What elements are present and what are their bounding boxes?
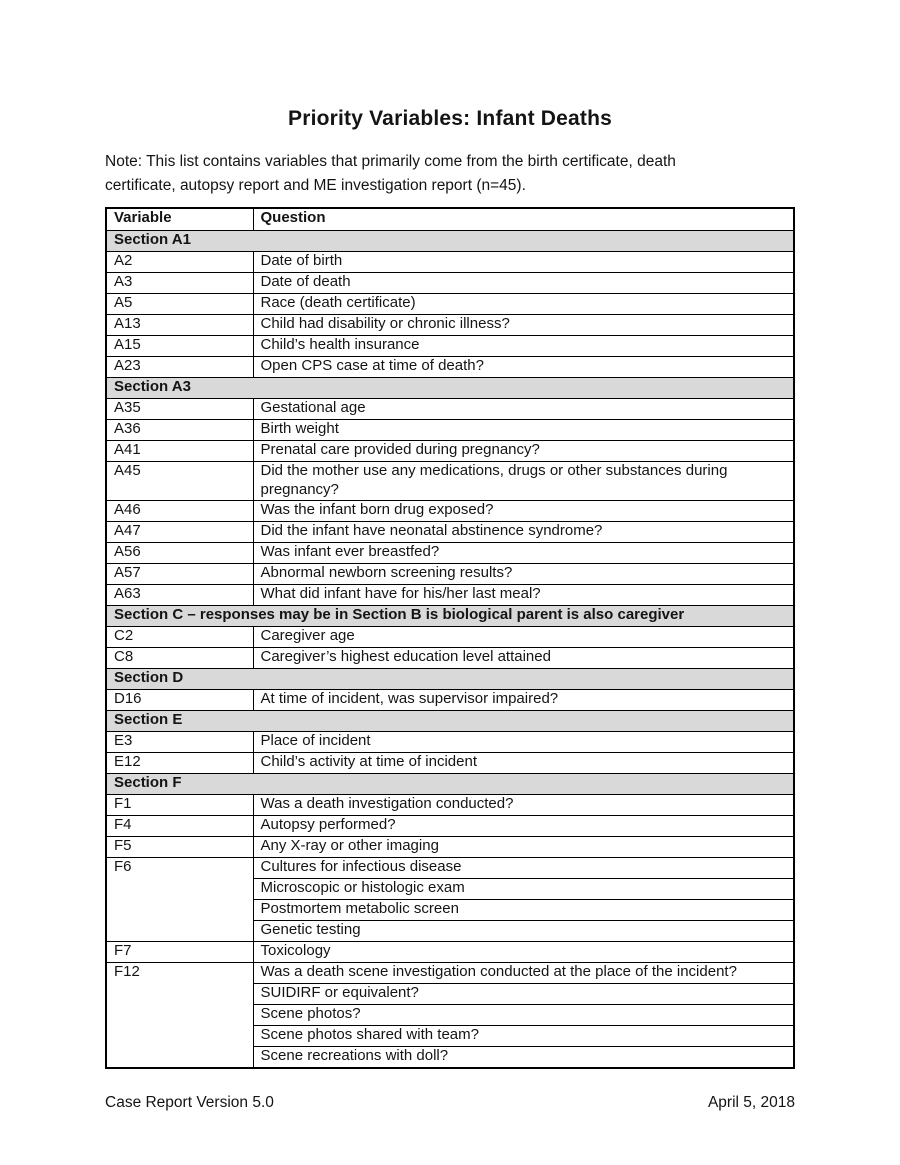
question-cell: Child’s activity at time of incident [253,753,794,774]
variable-cell: A47 [106,522,253,543]
table-row [106,357,794,378]
note-line-1: Note: This list contains variables that primarily come from the birth certificate, death [105,153,676,170]
table-row [106,585,794,606]
table-row [106,522,794,543]
table-row [106,501,794,522]
table-row [106,336,794,357]
table-row [106,648,794,669]
section-label: Section C – responses may be in Section B is biological parent is also caregiver [106,606,794,627]
question-cell: Autopsy performed? [253,816,794,837]
variable-cell: A23 [106,357,253,378]
variable-cell: A3 [106,273,253,294]
section-row [106,669,794,690]
table-row [106,252,794,273]
question-cell: Scene recreations with doll? [253,1047,794,1069]
question-cell: Caregiver age [253,627,794,648]
question-cell: Open CPS case at time of death? [253,357,794,378]
table-row [106,543,794,564]
section-label: Section A1 [106,231,794,252]
variable-cell: F1 [106,795,253,816]
variable-cell: A45 [106,462,253,501]
question-cell: Genetic testing [253,921,794,942]
variables-table-container [105,207,795,1069]
variable-cell: A46 [106,501,253,522]
variable-cell: A56 [106,543,253,564]
question-cell: Birth weight [253,420,794,441]
question-cell: Child’s health insurance [253,336,794,357]
table-row [106,753,794,774]
table-row [106,963,794,984]
variable-cell: C2 [106,627,253,648]
table-row [106,420,794,441]
question-cell: Gestational age [253,399,794,420]
table-header-question: Question [253,208,794,231]
page-title: Priority Variables: Infant Deaths [287,107,613,130]
question-cell: Microscopic or histologic exam [253,879,794,900]
table-body [106,231,794,1069]
variable-cell: F5 [106,837,253,858]
section-label: Section E [106,711,794,732]
table-row [106,273,794,294]
question-cell: Toxicology [253,942,794,963]
question-cell: Was infant ever breastfed? [253,543,794,564]
table-row [106,795,794,816]
page-footer [105,1094,795,1112]
variable-cell: F7 [106,942,253,963]
variable-cell: F4 [106,816,253,837]
footer-date: April 5, 2018 [707,1094,795,1111]
variable-cell: A2 [106,252,253,273]
section-label: Section D [106,669,794,690]
variable-cell: F12 [106,963,253,1069]
question-cell: Did the infant have neonatal abstinence syndrome? [253,522,794,543]
section-row [106,378,794,399]
question-cell: Date of birth [253,252,794,273]
section-row [106,231,794,252]
question-cell: Was the infant born drug exposed? [253,501,794,522]
table-row [106,858,794,879]
question-cell: At time of incident, was supervisor impaired? [253,690,794,711]
variable-cell: E12 [106,753,253,774]
question-cell: Race (death certificate) [253,294,794,315]
variable-cell: A5 [106,294,253,315]
question-cell: Abnormal newborn screening results? [253,564,794,585]
table-header-row [106,208,794,231]
section-label: Section A3 [106,378,794,399]
question-cell: Date of death [253,273,794,294]
section-row [106,711,794,732]
variable-cell: D16 [106,690,253,711]
note-text [105,150,795,198]
variable-cell: A15 [106,336,253,357]
table-row [106,690,794,711]
variables-table [105,207,795,1069]
section-label: Section F [106,774,794,795]
table-row [106,294,794,315]
variable-cell: A41 [106,441,253,462]
table-row [106,627,794,648]
question-cell: Did the mother use any medications, drugs or other substances during pregnancy? [253,462,794,501]
variable-cell: A57 [106,564,253,585]
table-row [106,837,794,858]
note-line-2: certificate, autopsy report and ME investigation report (n=45). [105,177,526,194]
variable-cell: A13 [106,315,253,336]
table-header-variable: Variable [106,208,253,231]
question-cell: Cultures for infectious disease [253,858,794,879]
question-cell: Place of incident [253,732,794,753]
question-cell: Prenatal care provided during pregnancy? [253,441,794,462]
question-cell: Scene photos? [253,1005,794,1026]
question-cell: Scene photos shared with team? [253,1026,794,1047]
question-cell: Caregiver’s highest education level attained [253,648,794,669]
section-row [106,606,794,627]
footer-version: Case Report Version 5.0 [105,1094,274,1111]
table-row [106,564,794,585]
table-row [106,315,794,336]
question-cell: SUIDIRF or equivalent? [253,984,794,1005]
question-cell: What did infant have for his/her last meal? [253,585,794,606]
table-row [106,441,794,462]
table-row [106,942,794,963]
question-cell: Was a death investigation conducted? [253,795,794,816]
variable-cell: A35 [106,399,253,420]
table-row [106,816,794,837]
question-cell: Any X-ray or other imaging [253,837,794,858]
variable-cell: A63 [106,585,253,606]
question-cell: Child had disability or chronic illness? [253,315,794,336]
question-cell: Was a death scene investigation conducted at the place of the incident? [253,963,794,984]
variable-cell: A36 [106,420,253,441]
variable-cell: E3 [106,732,253,753]
table-row [106,399,794,420]
table-row [106,462,794,501]
question-cell: Postmortem metabolic screen [253,900,794,921]
table-row [106,732,794,753]
variable-cell: F6 [106,858,253,942]
section-row [106,774,794,795]
variable-cell: C8 [106,648,253,669]
